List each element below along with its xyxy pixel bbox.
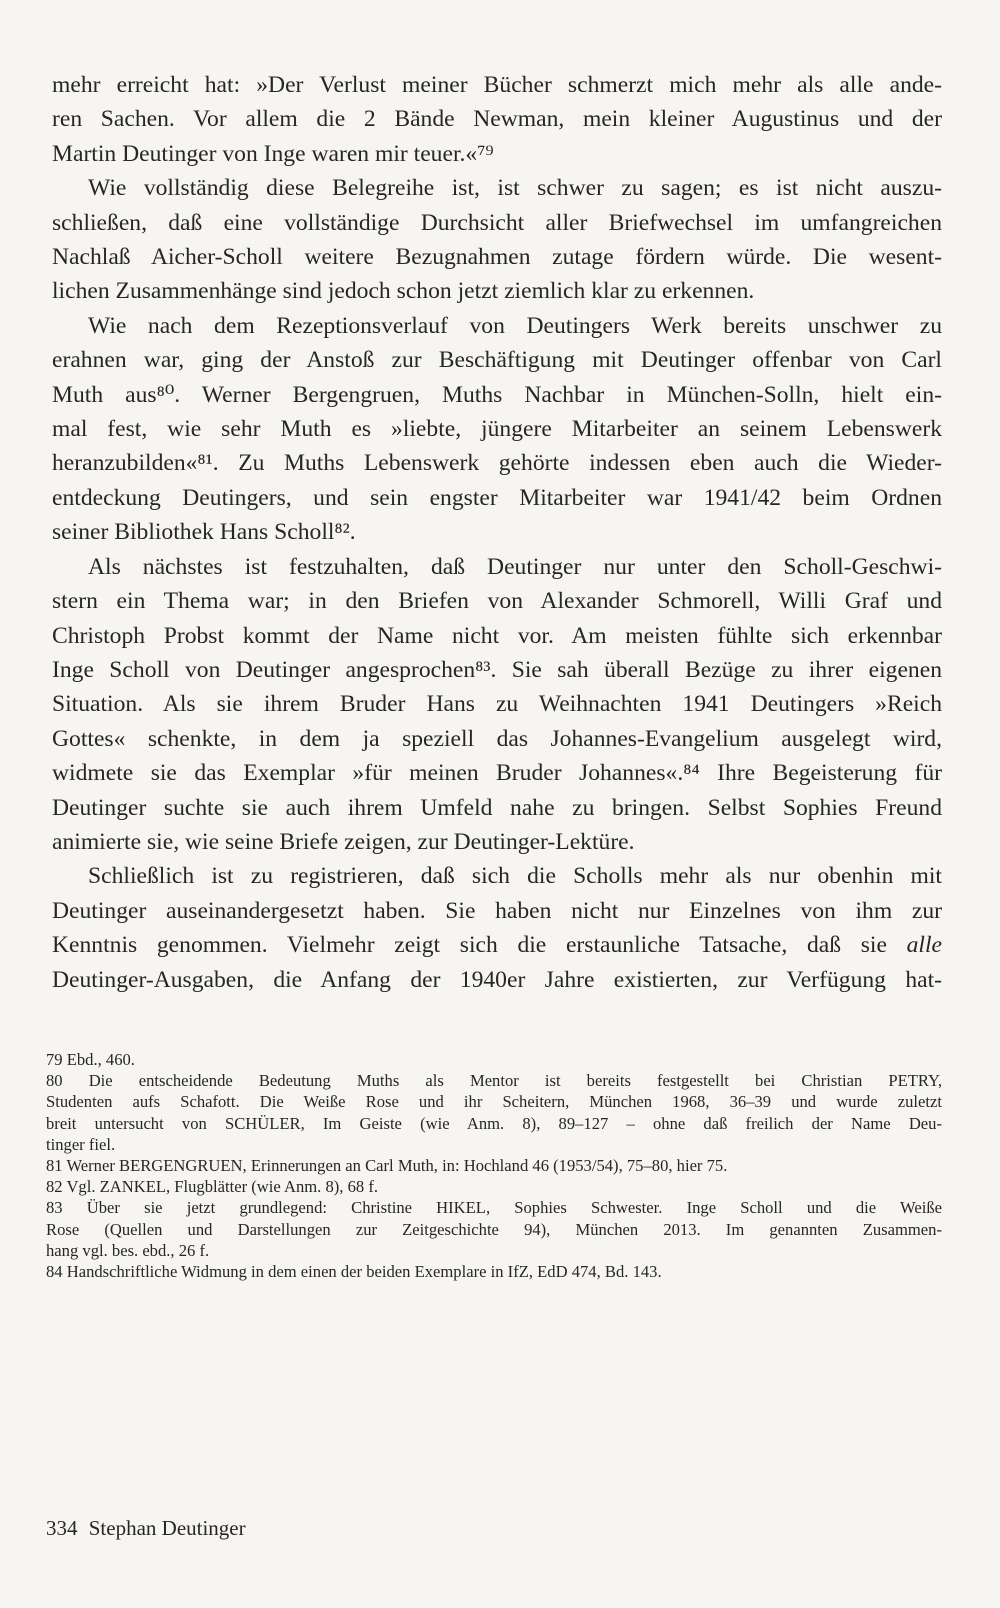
text-line: Schließlich ist zu registrieren, daß sich die Scholls mehr als nur obenhin mit [88, 863, 942, 890]
text-line: Muth aus⁸⁰. Werner Bergengruen, Muths Nachbar in München-Solln, hielt ein- [52, 381, 942, 408]
text-line: lichen Zusammenhänge sind jedoch schon jetzt ziemlich klar zu erkennen. [52, 278, 755, 305]
footnote-line: Studenten aufs Schafott. Die Weiße Rose und ihr Scheitern, München 1968, 36–39 und wurde zuletzt [46, 1092, 942, 1112]
text-line: seiner Bibliothek Hans Scholl⁸². [52, 519, 356, 546]
text-line: widmete sie das Exemplar »für meinen Bruder Johannes«.⁸⁴ Ihre Begeisterung für [52, 760, 942, 787]
footnote-line: 81 Werner BERGENGRUEN, Erinnerungen an Carl Muth, in: Hochland 46 (1953/54), 75–80, hier 75. [46, 1156, 728, 1176]
text-line: schließen, daß eine vollständige Durchsicht aller Briefwechsel im umfangreichen [52, 209, 942, 236]
footnote-line: 79 Ebd., 460. [46, 1050, 135, 1069]
text-line: animierte sie, wie seine Briefe zeigen, zur Deutinger-Lektüre. [52, 828, 635, 855]
page-footer [46, 1516, 252, 1541]
text-line: stern ein Thema war; in den Briefen von Alexander Schmorell, Willi Graf und [52, 588, 942, 615]
text-line: entdeckung Deutingers, und sein engster Mitarbeiter war 1941/42 beim Ordnen [52, 484, 942, 511]
text-line: ren Sachen. Vor allem die 2 Bände Newman, mein kleiner Augustinus und der [52, 106, 942, 133]
text-line: Deutinger suchte sie auch ihrem Umfeld nahe zu bringen. Selbst Sophies Freund [52, 794, 942, 821]
text-line: Deutinger auseinandergesetzt haben. Sie haben nicht nur Einzelnes von ihm zur [52, 897, 942, 924]
main-text [52, 68, 942, 997]
text-line: Situation. Als sie ihrem Bruder Hans zu Weihnachten 1941 Deutingers »Reich [52, 691, 942, 718]
footnote-line: 80 Die entscheidende Bedeutung Muths als Mentor ist bereits festgestellt bei Christian PETRY, [46, 1071, 942, 1091]
text-line: heranzubilden«⁸¹. Zu Muths Lebenswerk gehörte indessen eben auch die Wieder- [52, 450, 942, 477]
running-head: Stephan Deutinger [88, 1516, 246, 1540]
footnote-line: 82 Vgl. ZANKEL, Flugblätter (wie Anm. 8), 68 f. [46, 1177, 378, 1197]
text-line: Wie vollständig diese Belegreihe ist, ist schwer zu sagen; es ist nicht auszu- [88, 175, 942, 202]
footnote-line: tinger fiel. [46, 1134, 116, 1154]
text-line: Gottes« schenkte, in dem ja speziell das Johannes-Evangelium ausgelegt wird, [52, 725, 942, 752]
text-line: Deutinger-Ausgaben, die Anfang der 1940er Jahre existierten, zur Verfügung hat- [52, 966, 942, 993]
footnote-line: 83 Über sie jetzt grundlegend: Christine HIKEL, Sophies Schwester. Inge Scholl und die Weiße [46, 1198, 942, 1218]
emphasis-alle: alle [906, 932, 942, 959]
text-line: Martin Deutinger von Inge waren mir teuer.«⁷⁹ [52, 140, 494, 167]
text-line: mehr erreicht hat: »Der Verlust meiner Bücher schmerzt mich mehr als alle ande- [52, 72, 942, 98]
footnote-line: hang vgl. bes. ebd., 26 f. [46, 1240, 210, 1260]
text-line: Kenntnis genommen. Vielmehr zeigt sich die erstaunliche Tatsache, daß sie alle [52, 932, 942, 959]
footnote-line: 84 Handschriftliche Widmung in dem einen der beiden Exemplare in IfZ, EdD 474, Bd. 143. [46, 1262, 662, 1282]
text-line: Nachlaß Aicher-Scholl weitere Bezugnahmen zutage fördern würde. Die wesent- [52, 244, 942, 271]
text-line: Christoph Probst kommt der Name nicht vor. Am meisten fühlte sich erkennbar [52, 622, 942, 649]
text-line: erahnen war, ging der Anstoß zur Beschäftigung mit Deutinger offenbar von Carl [52, 347, 942, 374]
page-number: 334 [46, 1516, 78, 1540]
footnotes [46, 1049, 942, 1282]
footnote-line: breit untersucht von SCHÜLER, Im Geiste (wie Anm. 8), 89–127 – ohne daß freilich der Name Deu- [46, 1113, 942, 1133]
footnote-line: Rose (Quellen und Darstellungen zur Zeitgeschichte 94), München 2013. Im genannten Zusammen- [46, 1219, 942, 1239]
text-line: Inge Scholl von Deutinger angesprochen⁸³. Sie sah überall Bezüge zu ihrer eigenen [52, 656, 942, 683]
text-line: Wie nach dem Rezeptionsverlauf von Deutingers Werk bereits unschwer zu [88, 312, 942, 339]
text-line: Als nächstes ist festzuhalten, daß Deutinger nur unter den Scholl-Geschwi- [88, 553, 942, 580]
text-line: mal fest, wie sehr Muth es »liebte, jüngere Mitarbeiter an seinem Lebenswerk [52, 416, 942, 443]
